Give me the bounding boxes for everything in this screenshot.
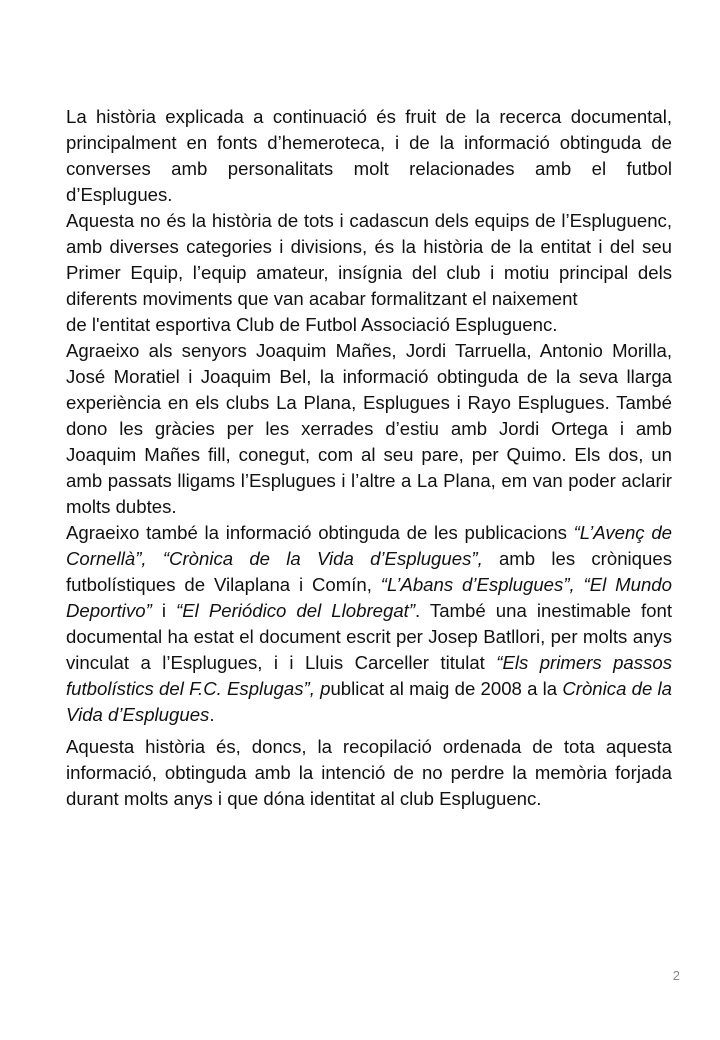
publications-text: ublicat al maig de 2008 a la (330, 678, 563, 699)
publication-title: “El Periódico del Llobregat” (176, 600, 416, 621)
publication-title: Crònica de la Vida d’Esplugues (66, 678, 673, 725)
paragraph-publications (66, 520, 672, 728)
paragraph-intro: La història explicada a continuació és fruit de la recerca documental, principalment en fonts d’hemeroteca, i de la informació obtinguda de converses amb personalitats molt relacionades amb el futbol d’Esplugues. (66, 106, 672, 205)
publication-title: “L’Avenç de Cornellà”, “Crònica de la Vida d’Esplugues”, (66, 522, 672, 569)
body-text (66, 104, 672, 812)
publications-text: . (209, 704, 215, 725)
publications-text: amb les cròniques futbolístiques de Vilaplana i Comín, (66, 548, 672, 595)
publication-title: “L’Abans d’Esplugues”, “El Mundo Deportivo” (66, 574, 672, 621)
publications-text: Agraeixo també la informació obtinguda de les publicacions (66, 522, 574, 543)
paragraph-acknowledgements: Agraeixo als senyors Joaquim Mañes, Jordi Tarruella, Antonio Morilla, José Moratiel i Joaquim Bel, la informació obtinguda de la seva llarga experiència en els clubs La Plana, Esplugues i Rayo Esplugues. També dono les gràcies per les xerrades d’estiu amb Jordi Ortega i amb Joaquim Mañes fill, conegut, com al seu pare, per Quimo. Els dos, un amb passats lligams l’Esplugues i l’altre a La Plana, em van poder aclarir molts dubtes. (66, 340, 672, 517)
paragraph-scope-continued: de l'entitat esportiva Club de Futbol Associació Espluguenc. (66, 314, 558, 335)
publications-text: i (151, 600, 177, 621)
page-number: 2 (672, 968, 680, 983)
paragraph-scope: Aquesta no és la història de tots i cadascun dels equips de l’Espluguenc, amb diverses categories i divisions, és la història de la entitat i del seu Primer Equip, l’equip amateur, insígnia del club i motiu principal dels diferents moviments que van acabar formalitzant el naixement (66, 210, 672, 309)
paragraph-conclusion: Aquesta història és, doncs, la recopilació ordenada de tota aquesta informació, obtinguda amb la intenció de no perdre la memòria forjada durant molts anys i que dóna identitat al club Espluguenc. (66, 736, 672, 809)
publications-text: . També una inestimable font documental ha estat el document escrit per Josep Batllori, per molts anys vinculat a l’Esplugues, i i Lluis Carceller titulat (66, 600, 673, 673)
document-title: “Els primers passos futbolístics del F.C. Esplugas”, p (66, 652, 673, 699)
